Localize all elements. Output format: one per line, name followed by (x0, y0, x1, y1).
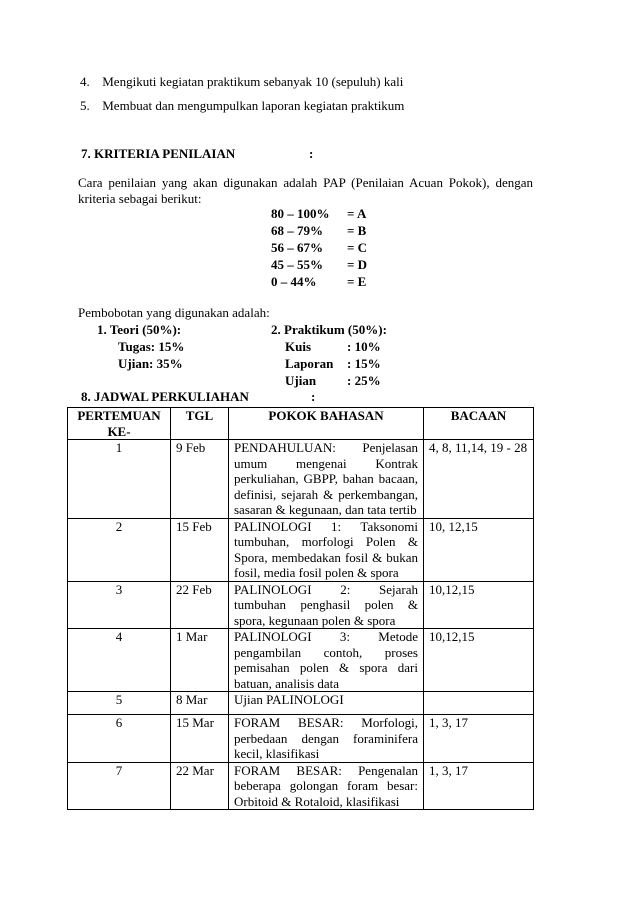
weighting-praktikum-value: : 25% (347, 373, 381, 388)
table-row (68, 581, 534, 629)
list-number: 5. (80, 98, 90, 113)
cell-pertemuan: 5 (68, 692, 171, 715)
grade-range: 68 – 79% (271, 223, 323, 238)
cell-tgl: 1 Mar (171, 629, 229, 692)
assessment-intro: Cara penilaian yang akan digunakan adalah PAP (Penilaian Acuan Pokok), dengan kriteria sebagai berikut: (78, 175, 533, 206)
cell-tgl: 22 Mar (171, 762, 229, 810)
requirement-item (80, 98, 404, 113)
section-8-colon: : (311, 389, 316, 404)
cell-pokok: FORAM BESAR: Pengenalan beberapa golongan foram besar: Orbitoid & Rotaloid, klasifikasi (229, 762, 424, 810)
cell-pokok: PALINOLOGI 1: Taksonomi tumbuhan, morfologi Polen & Spora, membedakan fosil & bukan fosil, media fosil polen & spora (229, 518, 424, 581)
weighting-teori-item: Tugas: 15% (118, 339, 185, 354)
cell-tgl: 15 Feb (171, 518, 229, 581)
grade-range: 80 – 100% (271, 206, 330, 221)
cell-bacaan: 1, 3, 17 (424, 715, 534, 763)
cell-pertemuan: 3 (68, 581, 171, 629)
header-tgl: TGL (171, 408, 229, 440)
weighting-praktikum-value: : 10% (347, 339, 381, 354)
list-text: Membuat dan mengumpulkan laporan kegiatan praktikum (102, 98, 405, 113)
cell-pokok: PALINOLOGI 3: Metode pengambilan contoh, proses pemisahan polen & spora dari batuan, analisis data (229, 629, 424, 692)
grade-range: 0 – 44% (271, 274, 317, 289)
header-pertemuan: PERTEMUAN KE- (68, 408, 171, 440)
cell-tgl: 8 Mar (171, 692, 229, 715)
cell-tgl: 15 Mar (171, 715, 229, 763)
weighting-intro: Pembobotan yang digunakan adalah: (78, 305, 270, 320)
table-row (68, 629, 534, 692)
header-bacaan: BACAAN (424, 408, 534, 440)
cell-pertemuan: 6 (68, 715, 171, 763)
table-row (68, 762, 534, 810)
grade-letter: = E (347, 274, 367, 289)
weighting-praktikum-title: 2. Praktikum (50%): (271, 322, 387, 337)
cell-pertemuan: 7 (68, 762, 171, 810)
grade-range: 56 – 67% (271, 240, 323, 255)
cell-pokok: FORAM BESAR: Morfologi, perbedaan dengan foraminifera kecil, klasifikasi (229, 715, 424, 763)
schedule-table (67, 407, 534, 810)
list-number: 4. (80, 74, 90, 89)
section-8-title: 8. JADWAL PERKULIAHAN (81, 389, 249, 404)
weighting-praktikum-label: Laporan (285, 356, 334, 371)
cell-pokok: Ujian PALINOLOGI (229, 692, 424, 715)
table-row (68, 692, 534, 715)
table-row (68, 518, 534, 581)
grade-range: 45 – 55% (271, 257, 323, 272)
grade-letter: = A (347, 206, 367, 221)
cell-pokok: PALINOLOGI 2: Sejarah tumbuhan penghasil polen & spora, kegunaan polen & spora (229, 581, 424, 629)
cell-bacaan: 10,12,15 (424, 581, 534, 629)
grade-letter: = B (347, 223, 367, 238)
weighting-praktikum-label: Ujian (285, 373, 317, 388)
table-header-row (68, 408, 534, 440)
weighting-praktikum-value: : 15% (347, 356, 381, 371)
section-7-colon: : (309, 146, 314, 161)
header-pokok: POKOK BAHASAN (229, 408, 424, 440)
list-text: Mengikuti kegiatan praktikum sebanyak 10 (sepuluh) kali (102, 74, 404, 89)
cell-tgl: 9 Feb (171, 440, 229, 519)
weighting-teori-title: 1. Teori (50%): (97, 322, 182, 337)
table-row (68, 440, 534, 519)
cell-pokok: PENDAHULUAN: Penjelasan umum mengenai Kontrak perkuliahan, GBPP, bahan bacaan, definisi, sejarah & perkembangan, sasaran & kegunaan, dan tata tertib (229, 440, 424, 519)
section-7-title: 7. KRITERIA PENILAIAN (81, 146, 236, 161)
cell-pertemuan: 1 (68, 440, 171, 519)
requirement-item (80, 74, 403, 89)
cell-bacaan (424, 692, 534, 715)
cell-bacaan: 10,12,15 (424, 629, 534, 692)
weighting-praktikum-label: Kuis (285, 339, 312, 354)
cell-pertemuan: 4 (68, 629, 171, 692)
grade-letter: = D (347, 257, 368, 272)
table-row (68, 715, 534, 763)
cell-bacaan: 10, 12,15 (424, 518, 534, 581)
cell-bacaan: 4, 8, 11,14, 19 - 28 (424, 440, 534, 519)
grade-letter: = C (347, 240, 368, 255)
cell-bacaan: 1, 3, 17 (424, 762, 534, 810)
cell-pertemuan: 2 (68, 518, 171, 581)
cell-tgl: 22 Feb (171, 581, 229, 629)
weighting-teori-item: Ujian: 35% (118, 356, 183, 371)
